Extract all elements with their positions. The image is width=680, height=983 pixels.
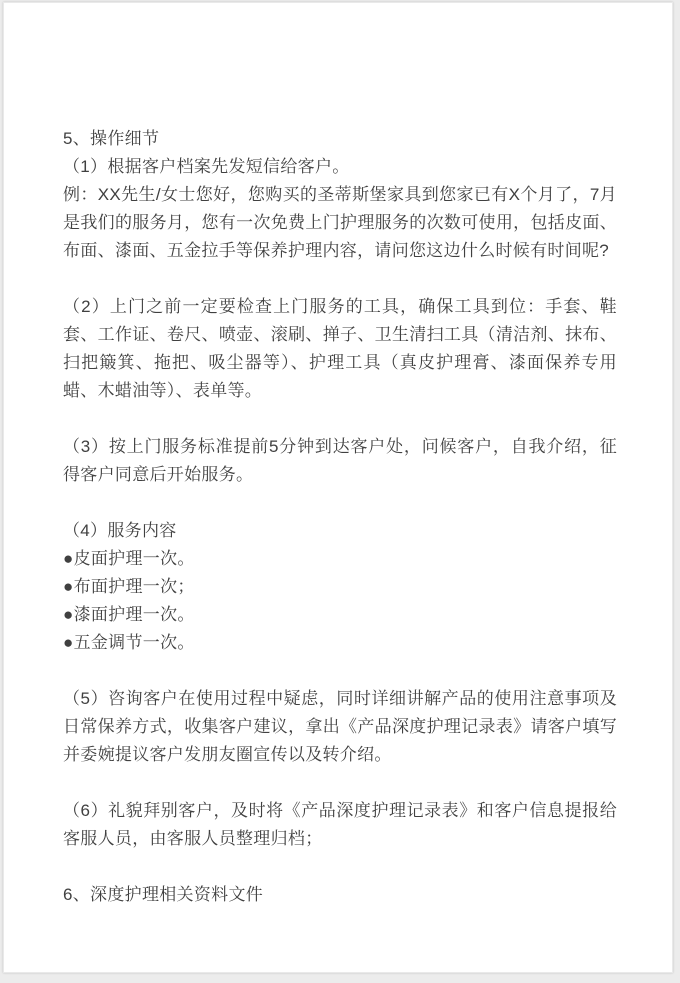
section-6-heading: 6、深度护理相关资料文件 xyxy=(63,885,264,904)
item-5: （5）咨询客户在使用过程中疑虑，同时详细讲解产品的使用注意事项及日常保养方式，收集客户建议，拿出《产品深度护理记录表》请客户填写并委婉提议客户发朋友圈宣传以及转介绍。 xyxy=(63,689,617,764)
item-1-example: 例：XX先生/女士您好，您购买的圣蒂斯堡家具到您家已有X个月了，7月是我们的服务月，您有一次免费上门护理服务的次数可使用，包括皮面、布面、漆面、五金拉手等保养护理内容，请问您这边什么时候有时间呢? xyxy=(63,185,617,260)
bullet-leather-care: ●皮面护理一次。 xyxy=(63,549,195,568)
bullet-fabric-care: ●布面护理一次； xyxy=(63,577,195,596)
item-4: （4）服务内容 xyxy=(63,521,177,540)
bullet-paint-care: ●漆面护理一次。 xyxy=(63,605,195,624)
document-page xyxy=(3,2,673,973)
item-1: （1）根据客户档案先发短信给客户。 xyxy=(63,157,350,176)
section-5-heading: 5、操作细节 xyxy=(63,129,160,148)
item-3: （3）按上门服务标准提前5分钟到达客户处，问候客户，自我介绍，征得客户同意后开始服务。 xyxy=(63,437,617,484)
document-body xyxy=(4,3,672,909)
item-6: （6）礼貌拜别客户，及时将《产品深度护理记录表》和客户信息提报给客服人员，由客服人员整理归档； xyxy=(63,801,617,848)
item-2: （2）上门之前一定要检查上门服务的工具，确保工具到位：手套、鞋套、工作证、卷尺、喷壶、滚刷、掸子、卫生清扫工具（清洁剂、抹布、扫把簸箕、拖把、吸尘器等）、护理工具（真皮护理膏、漆面保养专用蜡、木蜡油等）、表单等。 xyxy=(63,297,617,400)
bullet-hardware-adjust: ●五金调节一次。 xyxy=(63,633,195,652)
